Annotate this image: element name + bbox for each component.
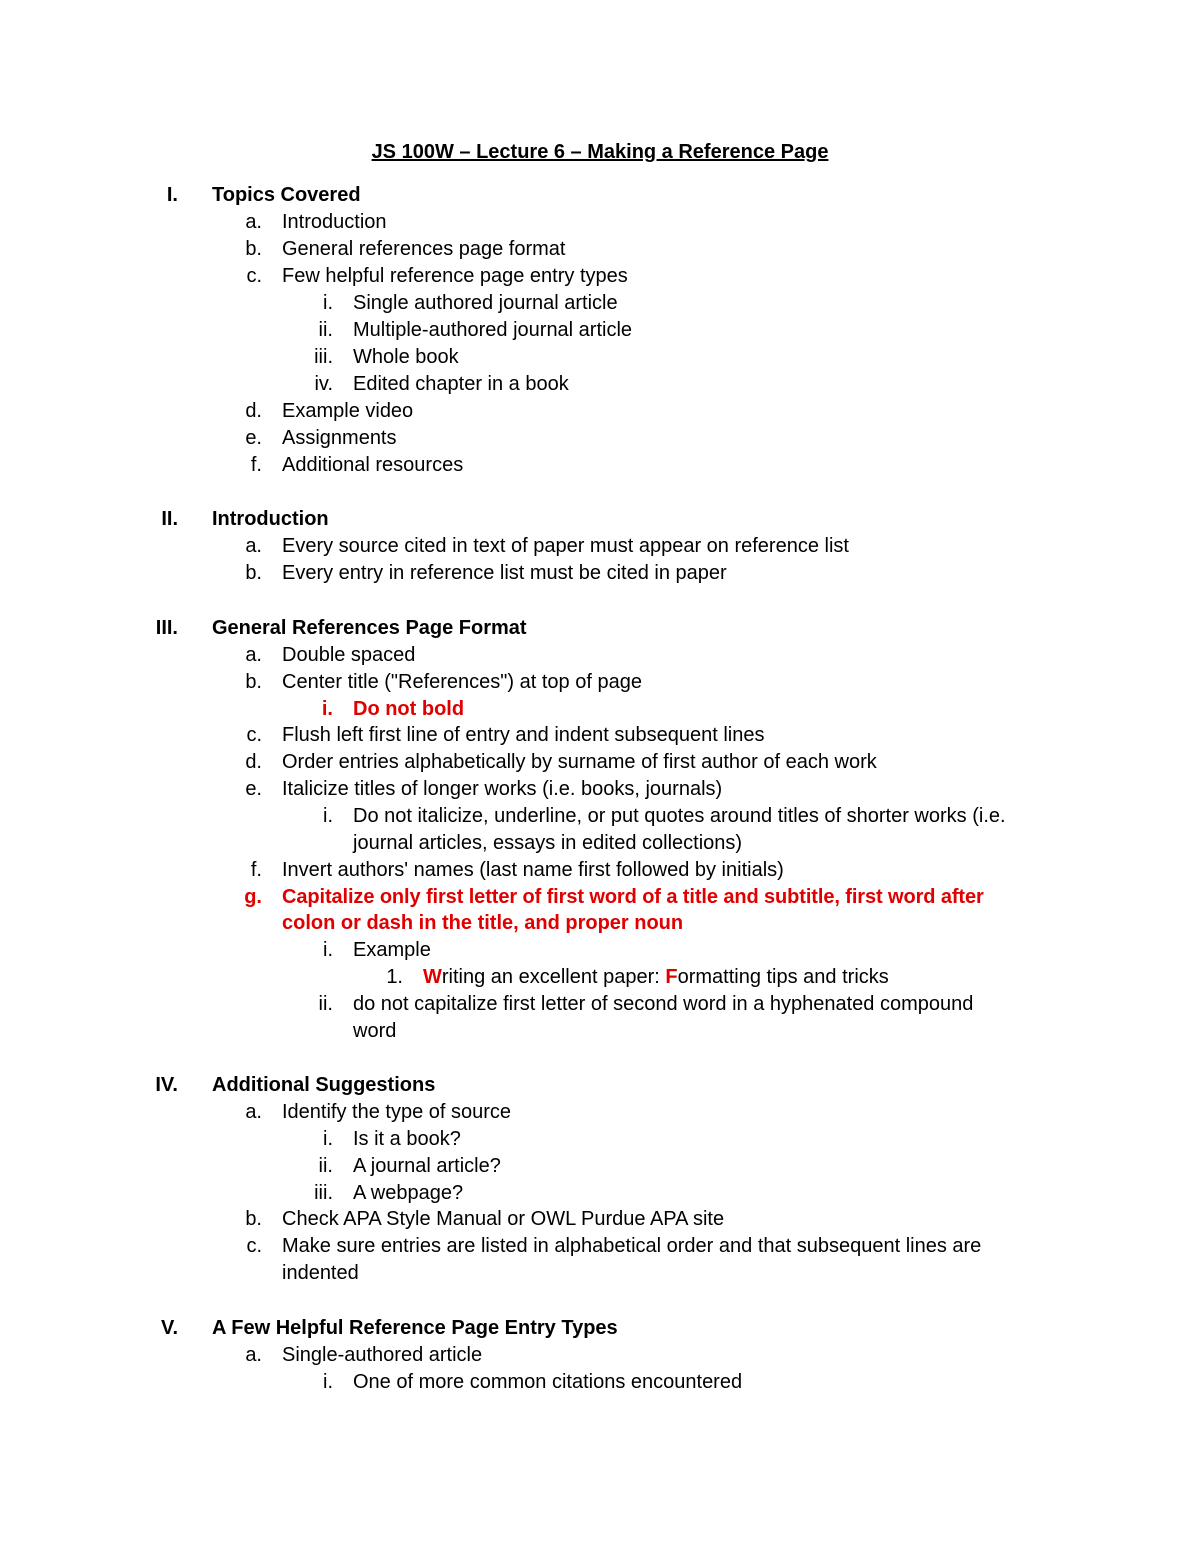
sub-list-item <box>0 290 1200 317</box>
item-text: Introduction <box>282 211 387 233</box>
item-text: Example video <box>282 400 414 422</box>
sub-sub-item-marker: 1. <box>386 966 403 988</box>
section-heading <box>0 506 1200 533</box>
item-marker: b. <box>245 238 262 260</box>
section-heading <box>0 1315 1200 1342</box>
item-marker: b. <box>245 1208 262 1230</box>
item-text: Every source cited in text of paper must appear on reference list <box>282 535 849 557</box>
item-text: colon or dash in the title, and proper noun <box>282 912 684 934</box>
sub-item-text: A journal article? <box>353 1155 501 1177</box>
item-text: Identify the type of source <box>282 1101 512 1123</box>
example-part: riting an excellent paper: <box>441 966 666 988</box>
capital-letter: W <box>423 966 442 988</box>
item-text: Assignments <box>282 427 397 449</box>
sub-item-text: Whole book <box>353 346 459 368</box>
sub-item-marker: iii. <box>314 1182 333 1204</box>
sub-item-marker: i. <box>323 939 333 961</box>
sub-list-item-continuation <box>0 830 1200 857</box>
item-text: Additional resources <box>282 454 464 476</box>
sub-list-item <box>0 1153 1200 1180</box>
section-numeral: II. <box>161 508 178 530</box>
item-marker: a. <box>245 1101 262 1123</box>
item-marker: c. <box>246 724 262 746</box>
item-text: Double spaced <box>282 644 416 666</box>
item-text: Few helpful reference page entry types <box>282 265 628 287</box>
section-title: Topics Covered <box>212 184 361 206</box>
item-text: General references page format <box>282 238 566 260</box>
list-item <box>0 560 1200 587</box>
sub-item-marker: i. <box>323 1128 333 1150</box>
item-marker: b. <box>245 562 262 584</box>
item-text: indented <box>282 1262 359 1284</box>
item-text: Single-authored article <box>282 1344 483 1366</box>
item-marker: d. <box>245 400 262 422</box>
item-text: Check APA Style Manual or OWL Purdue APA site <box>282 1208 725 1230</box>
document-title: JS 100W – Lecture 6 – Making a Reference Page <box>371 141 829 163</box>
item-text: Order entries alphabetically by surname of first author of each work <box>282 751 877 773</box>
section-heading <box>0 1072 1200 1099</box>
list-item <box>0 236 1200 263</box>
item-marker: g. <box>244 886 262 908</box>
sub-list-item <box>0 1180 1200 1207</box>
sub-item-marker: i. <box>323 805 333 827</box>
sub-item-text: Do not italicize, underline, or put quotes around titles of shorter works (i.e. <box>353 805 1006 827</box>
sub-item-marker: i. <box>323 1371 333 1393</box>
sub-item-text: word <box>353 1020 397 1042</box>
section-title: General References Page Format <box>212 617 527 639</box>
list-item <box>0 263 1200 290</box>
list-item <box>0 749 1200 776</box>
list-item <box>0 857 1200 884</box>
list-item <box>0 1099 1200 1126</box>
sub-item-marker: ii. <box>318 993 333 1015</box>
list-item-highlighted <box>0 884 1200 911</box>
sub-list-item <box>0 937 1200 964</box>
sub-item-marker: iv. <box>314 373 333 395</box>
section-heading <box>0 182 1200 209</box>
list-item <box>0 1233 1200 1260</box>
sub-list-item-highlighted <box>0 696 1200 723</box>
item-marker: f. <box>250 859 262 881</box>
section-numeral: V. <box>160 1317 178 1339</box>
sub-item-text: Is it a book? <box>353 1128 461 1150</box>
list-item <box>0 452 1200 479</box>
section-heading <box>0 615 1200 642</box>
list-item-continuation <box>0 910 1200 937</box>
list-item <box>0 722 1200 749</box>
sub-list-item-continuation <box>0 1018 1200 1045</box>
list-item <box>0 533 1200 560</box>
section-title: A Few Helpful Reference Page Entry Types <box>212 1317 618 1339</box>
item-marker: c. <box>246 1235 262 1257</box>
item-text: Italicize titles of longer works (i.e. books, journals) <box>282 778 723 800</box>
sub-item-marker: ii. <box>318 1155 333 1177</box>
sub-item-text: do not capitalize first letter of second word in a hyphenated compound <box>353 993 974 1015</box>
item-marker: a. <box>245 644 262 666</box>
sub-item-text: One of more common citations encountered <box>353 1371 743 1393</box>
sub-item-text: Multiple-authored journal article <box>353 319 633 341</box>
sub-item-text: Example <box>353 939 431 961</box>
sub-item-marker: i. <box>323 292 333 314</box>
section-title: Additional Suggestions <box>212 1074 436 1096</box>
item-text: Center title ("References") at top of page <box>282 671 642 693</box>
sub-item-text: Single authored journal article <box>353 292 618 314</box>
list-item <box>0 398 1200 425</box>
item-marker: a. <box>245 535 262 557</box>
item-text: Make sure entries are listed in alphabetical order and that subsequent lines are <box>282 1235 982 1257</box>
sub-item-text: A webpage? <box>353 1182 464 1204</box>
sub-list-item <box>0 344 1200 371</box>
section-numeral: III. <box>155 617 178 639</box>
capital-letter: F <box>665 966 678 988</box>
sub-list-item <box>0 1369 1200 1396</box>
sub-list-item <box>0 991 1200 1018</box>
item-marker: a. <box>245 211 262 233</box>
sub-item-text: Do not bold <box>353 698 465 720</box>
sub-item-marker: iii. <box>314 346 333 368</box>
item-marker: e. <box>245 427 262 449</box>
list-item <box>0 1206 1200 1233</box>
list-item <box>0 425 1200 452</box>
sub-list-item <box>0 803 1200 830</box>
list-item <box>0 776 1200 803</box>
sub-list-item <box>0 1126 1200 1153</box>
item-marker: e. <box>245 778 262 800</box>
item-marker: f. <box>250 454 262 476</box>
item-marker: c. <box>246 265 262 287</box>
item-marker: d. <box>245 751 262 773</box>
sub-item-text: Edited chapter in a book <box>353 373 569 395</box>
list-item <box>0 669 1200 696</box>
list-item-continuation <box>0 1260 1200 1287</box>
sub-item-text: journal articles, essays in edited collections) <box>353 832 743 854</box>
list-item <box>0 1342 1200 1369</box>
item-text: Flush left first line of entry and indent subsequent lines <box>282 724 765 746</box>
sub-sub-list-item <box>0 964 1200 991</box>
list-item <box>0 209 1200 236</box>
sub-list-item <box>0 371 1200 398</box>
sub-item-marker: i. <box>321 698 333 720</box>
section-numeral: IV. <box>155 1074 178 1096</box>
example-part: ormatting tips and tricks <box>677 966 889 988</box>
section-numeral: I. <box>166 184 178 206</box>
sub-list-item <box>0 317 1200 344</box>
sub-item-marker: ii. <box>318 319 333 341</box>
list-item <box>0 642 1200 669</box>
item-text: Invert authors' names (last name first followed by initials) <box>282 859 784 881</box>
item-text: Every entry in reference list must be cited in paper <box>282 562 727 584</box>
item-text: Capitalize only first letter of first word of a title and subtitle, first word after <box>282 886 984 908</box>
example-title-text <box>423 964 889 991</box>
item-marker: b. <box>245 671 262 693</box>
item-marker: a. <box>245 1344 262 1366</box>
section-title: Introduction <box>212 508 329 530</box>
